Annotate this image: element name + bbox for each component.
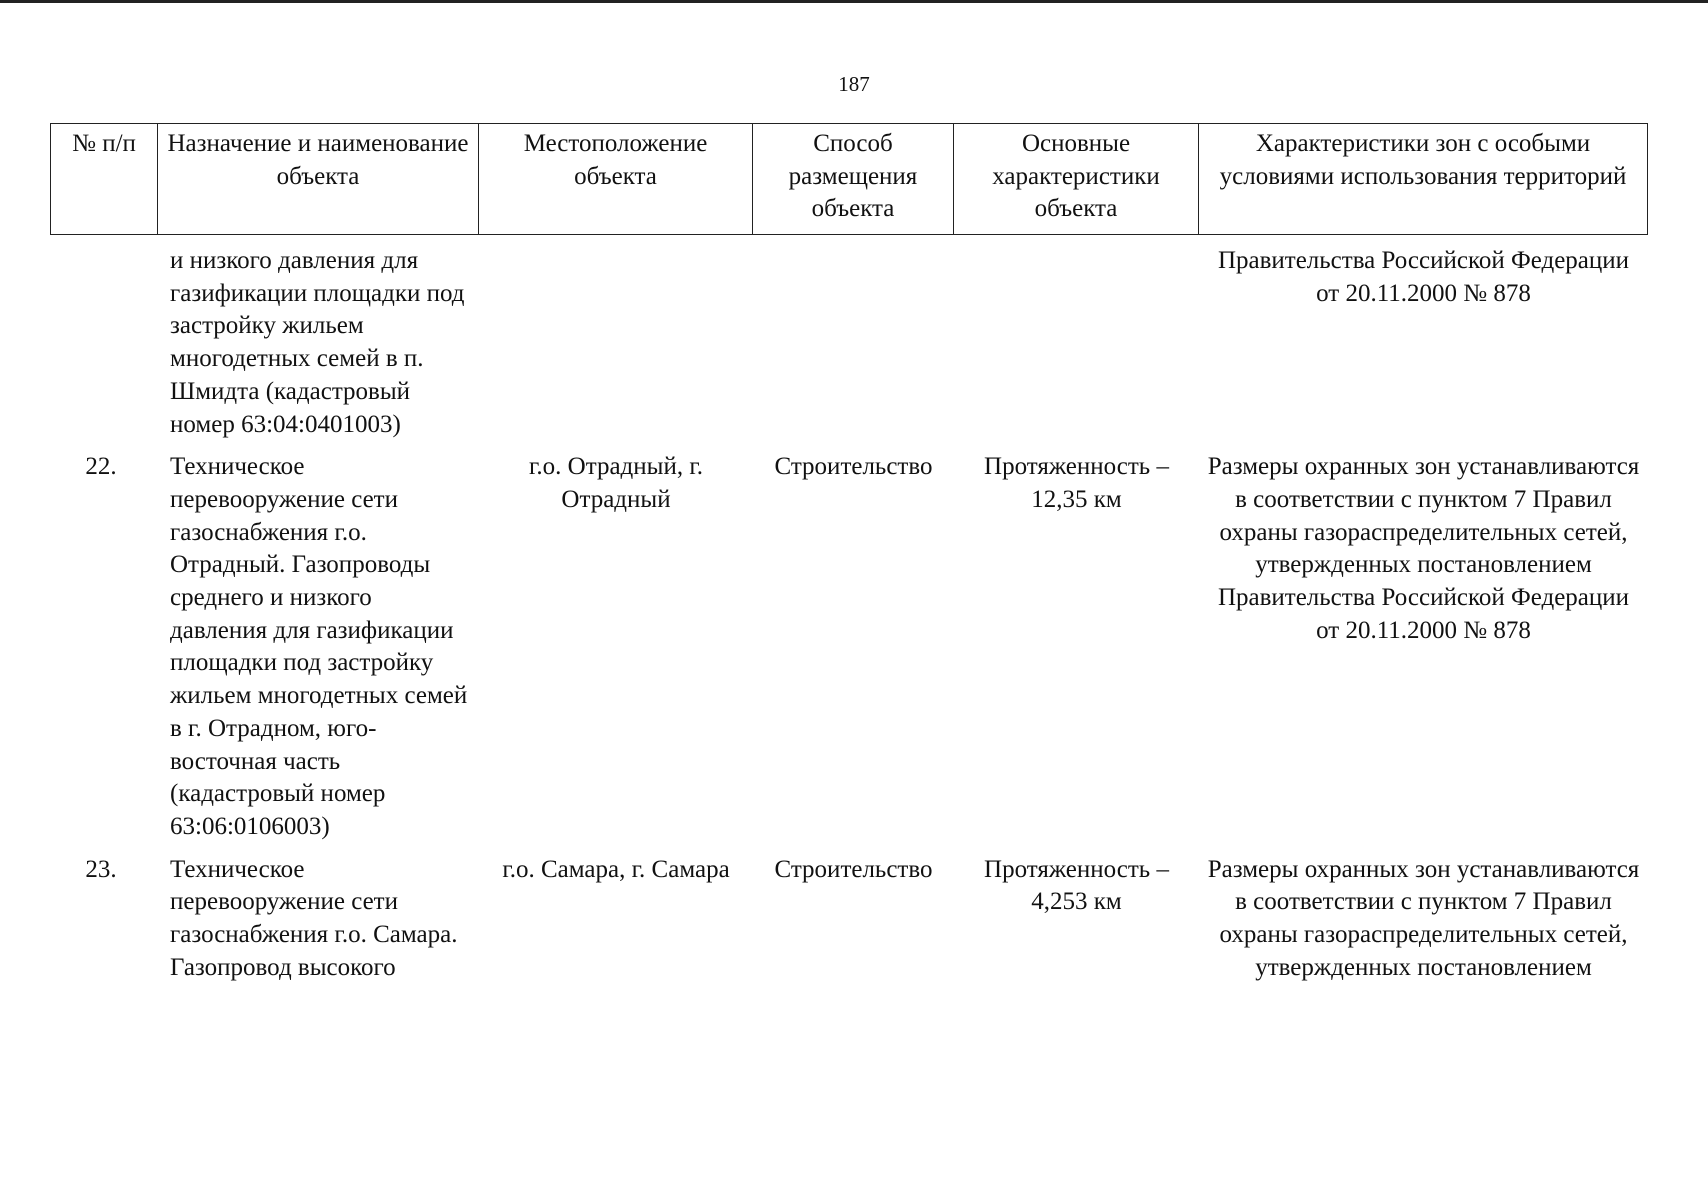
row-location: г.о. Отрадный, г. Отрадный [528,453,704,513]
header-method: Способ размещения объекта [753,123,954,235]
row-method: Строительство [774,453,933,481]
header-name: Назначение и наименование объекта [158,123,479,235]
objects-table [50,123,1648,984]
header-zones: Характеристики зон с особыми условиями использования территорий [1199,123,1648,235]
row-zones: Правительства Российской Федерации от 20.11.2000 № 878 [1217,247,1630,307]
row-characteristics: Протяженность – 12,35 км [984,453,1169,513]
header-location: Местоположение объекта [479,123,753,235]
row-number: 23. [85,855,117,883]
row-number [50,235,158,441]
row-name: и низкого давления для газификации площадки под застройку жильем многодетных семей в п. Шмидта (кадастровый номер 63:04:0401003) [170,247,465,438]
header-characteristics: Основные характеристики объекта [954,123,1199,235]
header-number: № п/п [50,123,158,235]
row-name: Техническое перевооружение сети газоснабжения г.о. Отрадный. Газопроводы среднего и низкого давления для газификации площадки под застройку жильем многодетных семей в г. Отрадном, юго-восточная часть (кадастровый номер 63:06:0106003) [170,453,468,840]
row-location [479,235,753,441]
row-characteristics [954,235,1199,441]
row-characteristics: Протяженность – 4,253 км [984,855,1169,916]
row-method [753,235,954,441]
row-location: г.о. Самара, г. Самара [502,855,730,883]
row-name: Техническое перевооружение сети газоснабжения г.о. Самара. Газопровод высокого [170,855,458,981]
row-zones: Размеры охранных зон устанавливаются в соответствии с пунктом 7 Правил охраны газораспределительных сетей, утвержденных постановлением [1207,855,1640,981]
top-rule [0,0,1708,3]
row-zones: Размеры охранных зон устанавливаются в соответствии с пунктом 7 Правил охраны газораспределительных сетей, утвержденных постановлением Правительства Российской Федерации от 20.11.2000 № 878 [1207,453,1640,644]
page-number: 187 [838,72,870,96]
row-number: 22. [85,453,117,481]
row-method: Строительство [774,855,933,883]
